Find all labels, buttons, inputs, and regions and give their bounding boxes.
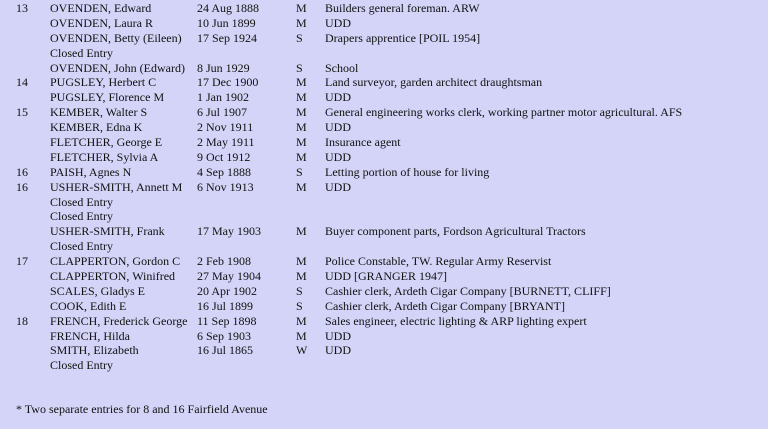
marital-status: M [296, 328, 307, 343]
birth-date: 10 Jun 1899 [197, 15, 256, 30]
person-name: Closed Entry [50, 239, 113, 254]
person-name: PAISH, Agnes N [50, 164, 132, 179]
table-row [0, 105, 768, 120]
person-name: Closed Entry [50, 358, 113, 373]
table-row [0, 254, 768, 269]
person-name: OVENDEN, John (Edward) [50, 60, 185, 75]
birth-date: 6 Nov 1913 [197, 179, 254, 194]
table-row [0, 209, 768, 224]
house-number: 17 [16, 254, 28, 269]
occupation: Sales engineer, electric lighting & ARP lighting expert [325, 313, 587, 328]
person-name: USHER-SMITH, Annett M [50, 179, 183, 194]
person-name: OVENDEN, Betty (Eileen) [50, 30, 182, 45]
house-number: 16 [16, 179, 28, 194]
birth-date: 20 Apr 1902 [197, 283, 257, 298]
table-row [0, 358, 768, 373]
table-row [0, 224, 768, 239]
occupation: General engineering works clerk, working partner motor agricultural. AFS [325, 105, 683, 120]
person-name: KEMBER, Edna K [50, 120, 143, 135]
table-row [0, 16, 768, 31]
birth-date: 16 Jul 1899 [197, 298, 254, 313]
marital-status: M [296, 1, 307, 15]
occupation: Police Constable, TW. Regular Army Reservist [325, 254, 552, 269]
occupation: UDD [325, 149, 351, 164]
person-name: Closed Entry [50, 209, 113, 224]
person-name: FLETCHER, Sylvia A [50, 149, 159, 164]
table-row [0, 314, 768, 329]
table-row [0, 90, 768, 105]
birth-date: 11 Sep 1898 [197, 313, 257, 328]
table-row [0, 180, 768, 195]
person-name: PUGSLEY, Florence M [50, 90, 165, 105]
occupation: UDD [325, 328, 351, 343]
person-name: CLAPPERTON, Winifred [50, 269, 176, 284]
birth-date: 17 Sep 1924 [197, 30, 257, 45]
person-name: COOK, Edith E [50, 298, 127, 313]
table-row [0, 75, 768, 90]
house-number: 14 [16, 75, 28, 90]
marital-status: W [296, 343, 308, 358]
occupation: UDD [325, 90, 351, 105]
table-row [0, 135, 768, 150]
table-row [0, 299, 768, 314]
table-row [0, 46, 768, 61]
marital-status: S [296, 164, 303, 179]
birth-date: 17 May 1903 [197, 224, 261, 239]
person-name: Closed Entry [50, 45, 113, 60]
occupation: Insurance agent [325, 135, 401, 150]
person-name: OVENDEN, Edward [50, 1, 152, 15]
marital-status: M [296, 179, 307, 194]
table-row [0, 329, 768, 344]
occupation: UDD [325, 343, 351, 358]
occupation: UDD [325, 120, 351, 135]
table-row [0, 195, 768, 210]
occupation: School [325, 60, 359, 75]
birth-date: 4 Sep 1888 [197, 164, 251, 179]
person-name: OVENDEN, Laura R [50, 15, 153, 30]
birth-date: 16 Jul 1865 [197, 343, 254, 358]
person-name: SCALES, Gladys E [50, 283, 146, 298]
marital-status: M [296, 224, 307, 239]
birth-date: 2 May 1911 [197, 135, 255, 150]
person-name: FLETCHER, George E [50, 135, 163, 150]
occupation: UDD [325, 179, 351, 194]
birth-date: 9 Oct 1912 [197, 149, 251, 164]
table-row [0, 31, 768, 46]
table-row [0, 150, 768, 165]
table-row [0, 165, 768, 180]
occupation: UDD [GRANGER 1947] [325, 269, 447, 284]
person-name: Closed Entry [50, 194, 113, 209]
house-number: 13 [16, 1, 28, 15]
table-row [0, 120, 768, 135]
marital-status: S [296, 30, 303, 45]
birth-date: 17 Dec 1900 [197, 75, 259, 90]
occupation: Buyer component parts, Fordson Agricultural Tractors [325, 224, 586, 239]
table-row [0, 61, 768, 76]
marital-status: S [296, 283, 303, 298]
birth-date: 2 Nov 1911 [197, 120, 254, 135]
table-row [0, 343, 768, 358]
house-number: 18 [16, 313, 28, 328]
marital-status: S [296, 298, 303, 313]
marital-status: M [296, 120, 307, 135]
occupation: Builders general foreman. ARW [325, 1, 480, 15]
occupation: Land surveyor, garden architect draughtsman [325, 75, 543, 90]
marital-status: M [296, 90, 307, 105]
person-name: KEMBER, Walter S [50, 105, 148, 120]
occupation: Cashier clerk, Ardeth Cigar Company [BURNETT, CLIFF] [325, 283, 611, 298]
person-name: USHER-SMITH, Frank [50, 224, 165, 239]
person-name: SMITH, Elizabeth [50, 343, 139, 358]
birth-date: 24 Aug 1888 [197, 1, 260, 15]
occupation: UDD [325, 15, 351, 30]
table-row [0, 284, 768, 299]
marital-status: M [296, 254, 307, 269]
birth-date: 6 Jul 1907 [197, 105, 248, 120]
marital-status: M [296, 75, 307, 90]
marital-status: S [296, 60, 303, 75]
marital-status: M [296, 105, 307, 120]
table-row [0, 269, 768, 284]
birth-date: 1 Jan 1902 [197, 90, 249, 105]
birth-date: 6 Sep 1903 [197, 328, 251, 343]
marital-status: M [296, 149, 307, 164]
marital-status: M [296, 269, 307, 284]
occupation: Cashier clerk, Ardeth Cigar Company [BRYANT] [325, 298, 565, 313]
occupation: Letting portion of house for living [325, 164, 490, 179]
birth-date: 2 Feb 1908 [197, 254, 251, 269]
person-name: CLAPPERTON, Gordon C [50, 254, 181, 269]
table-row [0, 239, 768, 254]
person-name: FRENCH, Frederick George [50, 313, 188, 328]
birth-date: 8 Jun 1929 [197, 60, 250, 75]
marital-status: M [296, 313, 307, 328]
table-row [0, 1, 768, 16]
house-number: 15 [16, 105, 28, 120]
person-name: FRENCH, Hilda [50, 328, 131, 343]
footnote: * Two separate entries for 8 and 16 Fairfield Avenue [16, 402, 268, 416]
marital-status: M [296, 135, 307, 150]
marital-status: M [296, 15, 307, 30]
house-number: 16 [16, 164, 28, 179]
occupation: Drapers apprentice [POIL 1954] [325, 30, 481, 45]
person-name: PUGSLEY, Herbert C [50, 75, 157, 90]
birth-date: 27 May 1904 [197, 269, 261, 284]
